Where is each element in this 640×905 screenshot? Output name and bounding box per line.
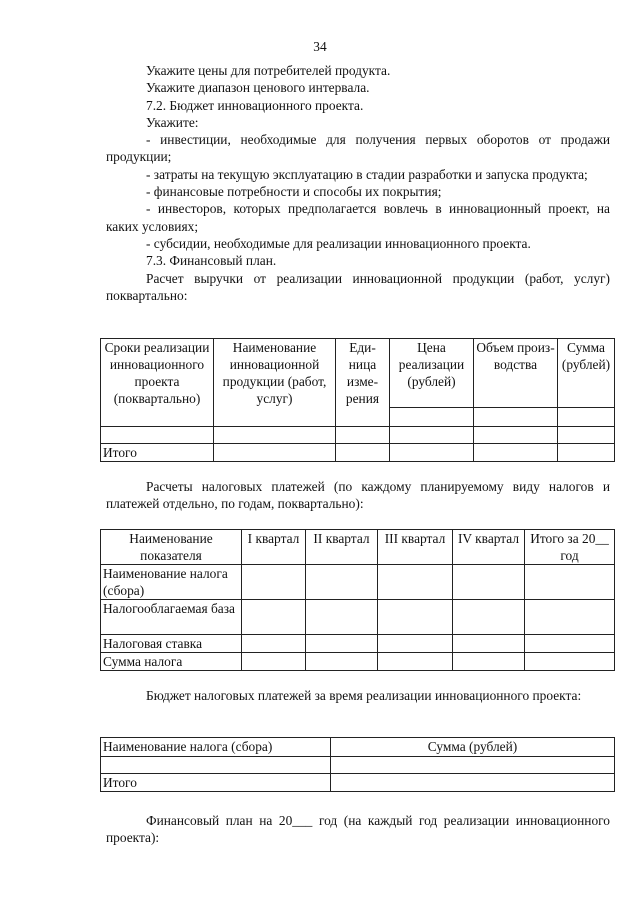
paragraph: Бюджет налоговых платежей за время реализации инновационного проекта: (146, 688, 582, 703)
list-item: - финансовые потребности и способы их покрытия; (146, 184, 442, 200)
table-cell (474, 408, 558, 427)
table-header: IV квартал (453, 530, 525, 565)
table-cell (390, 444, 474, 462)
table-cell (525, 565, 615, 600)
table-row-label: Налогооблагаемая база (101, 600, 242, 635)
paragraph: Укажите диапазон ценового интервала. (146, 80, 370, 96)
page-number: 34 (313, 39, 327, 54)
table-total-label: Итого (101, 444, 214, 462)
table-header: Объем произ-водства (474, 339, 558, 408)
table-header: Еди-ница изме-рения (336, 339, 390, 427)
table-cell (306, 653, 378, 671)
table-cell (453, 635, 525, 653)
table-cell (378, 653, 453, 671)
table-cell (390, 427, 474, 444)
table-cell (242, 635, 306, 653)
section-heading: 7.3. Финансовый план. (146, 253, 277, 269)
list-item: - инвестиции, необходимые для получения первых оборотов от продажи продукции; (106, 132, 610, 165)
table-cell (558, 427, 615, 444)
table-total-label: Итого (101, 774, 331, 792)
table-cell (306, 635, 378, 653)
table-cell (378, 565, 453, 600)
table-cell (378, 635, 453, 653)
table-row-label: Налоговая ставка (101, 635, 242, 653)
table-header: Сроки реализации инновационного проекта (поквартально) (101, 339, 214, 427)
table-cell (453, 600, 525, 635)
table-cell (525, 653, 615, 671)
body-text (106, 62, 610, 304)
table-cell (378, 600, 453, 635)
table-cell (474, 427, 558, 444)
table-header: I квартал (242, 530, 306, 565)
table-header: Наименование показателя (101, 530, 242, 565)
table-header: Сумма (рублей) (331, 738, 615, 757)
table-cell (242, 600, 306, 635)
table-cell (336, 427, 390, 444)
table-cell (331, 757, 615, 774)
revenue-table (100, 338, 615, 462)
table-row-label: Наименование налога (сбора) (101, 565, 242, 600)
table-cell (331, 774, 615, 792)
list-item: - субсидии, необходимые для реализации инновационного проекта. (146, 235, 531, 251)
table-cell (525, 600, 615, 635)
table-cell (101, 757, 331, 774)
paragraph: Расчет выручки от реализации инновационной продукции (работ, услуг) поквартально: (106, 270, 610, 303)
section-heading: 7.2. Бюджет инновационного проекта. (146, 97, 364, 113)
table-header: Наименование инновационной продукции (работ, услуг) (214, 339, 336, 427)
table-cell (336, 444, 390, 462)
list-item: - затраты на текущую эксплуатацию в стадии разработки и запуска продукта; (146, 166, 588, 182)
table-cell (558, 408, 615, 427)
table-header: II квартал (306, 530, 378, 565)
table-header: Сумма (рублей) (558, 339, 615, 408)
list-item: - инвесторов, которых предполагается вовлечь в инновационный проект, на каких условиях; (106, 201, 610, 234)
tax-table (100, 529, 615, 671)
table-cell (558, 444, 615, 462)
table-cell (525, 635, 615, 653)
table-row-label: Сумма налога (101, 653, 242, 671)
tax-budget-table (100, 737, 615, 792)
table-cell (101, 427, 214, 444)
table-cell (474, 444, 558, 462)
paragraph: Расчеты налоговых платежей (по каждому планируемому виду налогов и платежей отдельно, по годам, поквартально): (106, 479, 610, 512)
table-cell (214, 427, 336, 444)
table-cell (242, 653, 306, 671)
paragraph: Укажите цены для потребителей продукта. (146, 63, 391, 78)
table-header: III квартал (378, 530, 453, 565)
table-cell (453, 565, 525, 600)
table-header: Наименование налога (сбора) (101, 738, 331, 757)
table-header: Итого за 20__ год (525, 530, 615, 565)
table-cell (242, 565, 306, 600)
table-cell (306, 565, 378, 600)
table-cell (306, 600, 378, 635)
table-cell (214, 444, 336, 462)
paragraph: Финансовый план на 20___ год (на каждый год реализации инновационного проекта): (106, 813, 610, 846)
table-cell (390, 408, 474, 427)
paragraph: Укажите: (146, 114, 199, 130)
table-cell (453, 653, 525, 671)
table-header: Цена реализации (рублей) (390, 339, 474, 408)
